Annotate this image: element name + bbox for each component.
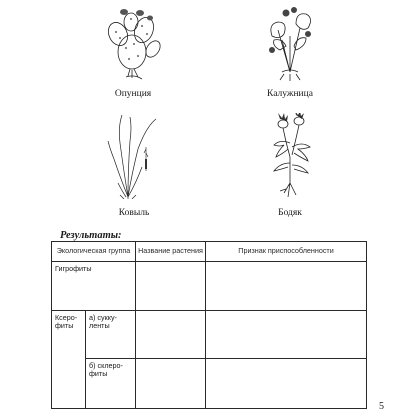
- header-ecological-group: Экологическая группа: [52, 242, 136, 262]
- hygrophytes-label: Гигрофиты: [55, 264, 92, 273]
- thistle-icon: [266, 113, 318, 199]
- header-adaptation-trait: Признак приспособленности: [206, 242, 367, 262]
- feather-grass-illustration: [106, 113, 162, 199]
- page-number: 5: [379, 401, 384, 412]
- answer-cell[interactable]: [136, 262, 206, 311]
- table-row: [52, 359, 367, 409]
- answer-cell[interactable]: [206, 359, 367, 409]
- figure-caption: Бодяк: [278, 208, 302, 218]
- table-row: [52, 311, 367, 359]
- header-plant-name: Название растения: [136, 242, 206, 262]
- results-title: Результаты:: [60, 230, 122, 241]
- row-label-succulents: [86, 311, 136, 359]
- answer-cell[interactable]: [136, 311, 206, 359]
- cactus-icon: [104, 4, 162, 84]
- figure-caption: Опунция: [114, 89, 152, 99]
- table-header-row: [52, 242, 367, 262]
- cactus-illustration: [104, 4, 162, 84]
- figure-caption: Калужница: [267, 89, 313, 99]
- xerophytes-label: Ксеро-фиты: [55, 313, 78, 331]
- answer-cell[interactable]: [136, 359, 206, 409]
- results-table: [51, 241, 367, 409]
- marsh-marigold-illustration: [262, 6, 318, 82]
- row-label-sclerophytes: [86, 359, 136, 409]
- row-label-xerophytes: [52, 311, 86, 409]
- sclerophytes-label: б) склеро-фиты: [89, 361, 123, 379]
- succulents-label: а) сукку-ленты: [89, 313, 117, 331]
- thistle-illustration: [266, 113, 318, 199]
- answer-cell[interactable]: [206, 262, 367, 311]
- row-label-hygrophytes: [52, 262, 136, 311]
- marsh-marigold-icon: [262, 6, 318, 82]
- answer-cell[interactable]: [206, 311, 367, 359]
- table-row: [52, 262, 367, 311]
- feather-grass-icon: [106, 113, 162, 199]
- figure-caption: Ковыль: [118, 208, 150, 218]
